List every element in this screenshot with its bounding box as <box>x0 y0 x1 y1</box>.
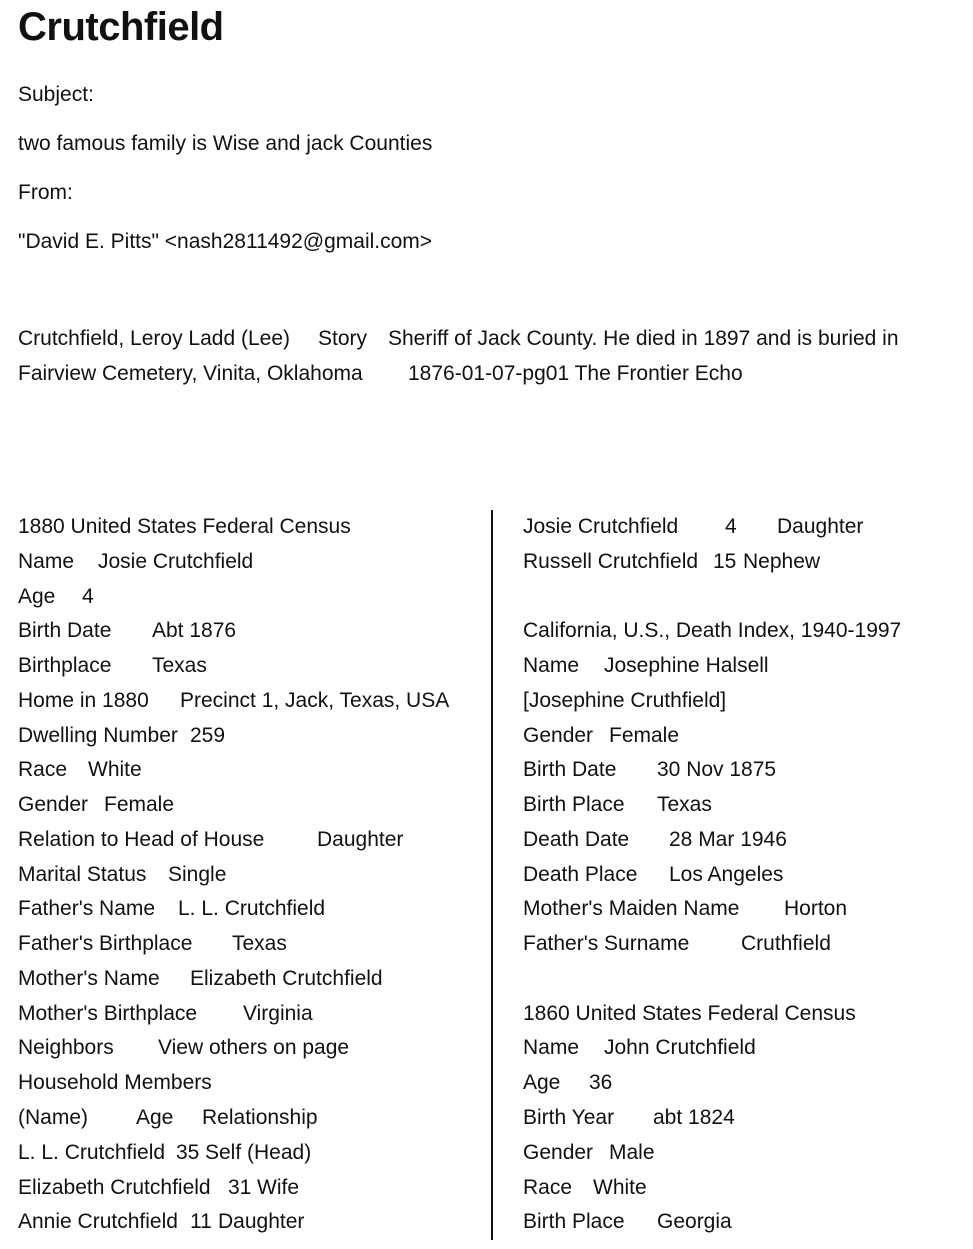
member-age: 15 <box>713 550 737 573</box>
member-age: 31 <box>228 1176 252 1199</box>
field-value: 36 <box>589 1071 613 1094</box>
household-header-age: Age <box>136 1106 174 1129</box>
household-header-name: (Name) <box>18 1106 89 1129</box>
field-label: Name <box>18 550 75 573</box>
field-label: Home in 1880 <box>18 689 149 712</box>
field-label: Father's Name <box>18 897 156 920</box>
field-label: Birthplace <box>18 654 112 677</box>
field-value: Texas <box>232 932 287 955</box>
field-value: Josie Crutchfield <box>98 550 254 573</box>
field-value: L. L. Crutchfield <box>178 897 326 920</box>
story-source: 1876-01-07-pg01 The Frontier Echo <box>408 362 743 385</box>
field-label: Mother's Name <box>18 967 160 990</box>
field-value: Texas <box>152 654 207 677</box>
field-label: Mother's Maiden Name <box>523 897 740 920</box>
field-value: abt 1824 <box>653 1106 735 1129</box>
field-label: Birth Date <box>18 619 112 642</box>
member-age: 11 <box>190 1210 212 1233</box>
field-label: Death Place <box>523 863 638 886</box>
field-value: Male <box>609 1141 655 1164</box>
field-label: Birth Year <box>523 1106 615 1129</box>
field-value: Josephine Halsell <box>604 654 769 677</box>
member-age: 4 <box>725 515 737 538</box>
census-1880-heading: 1880 United States Federal Census <box>18 515 351 538</box>
field-label: Relation to Head of House <box>18 828 265 851</box>
field-value: 30 Nov 1875 <box>657 758 777 781</box>
household-label: Household Members <box>18 1071 212 1094</box>
member-relationship: Daughter <box>777 515 864 538</box>
story-type: Story <box>318 327 368 350</box>
member-name: L. L. Crutchfield <box>18 1141 166 1164</box>
story-place: Fairview Cemetery, Vinita, Oklahoma <box>18 362 363 385</box>
member-relationship: Nephew <box>743 550 821 573</box>
member-relationship: Wife <box>257 1176 299 1199</box>
field-label: Race <box>523 1176 573 1199</box>
subject-label: Subject: <box>18 83 94 106</box>
field-label: Gender <box>18 793 89 816</box>
field-value: Female <box>609 724 680 747</box>
field-value: White <box>593 1176 647 1199</box>
member-name: Annie Crutchfield <box>18 1210 178 1233</box>
field-value: Female <box>104 793 175 816</box>
death-index-heading: California, U.S., Death Index, 1940-1997 <box>523 619 902 642</box>
census-1860-heading: 1860 United States Federal Census <box>523 1002 856 1025</box>
field-label: Race <box>18 758 68 781</box>
member-name: Russell Crutchfield <box>523 550 699 573</box>
field-label: Gender <box>523 1141 594 1164</box>
story-text: Sheriff of Jack County. He died in 1897 and is buried in <box>388 327 899 350</box>
member-age: 35 <box>176 1141 200 1164</box>
field-value: John Crutchfield <box>604 1036 756 1059</box>
neighbors-link[interactable]: View others on page <box>158 1036 350 1059</box>
field-label: Birth Place <box>523 1210 625 1233</box>
field-value: Abt 1876 <box>152 619 237 642</box>
field-label: Birth Place <box>523 793 625 816</box>
field-value: 259 <box>190 724 226 747</box>
from-value: "David E. Pitts" <nash2811492@gmail.com> <box>18 230 433 253</box>
field-value: Horton <box>784 897 848 920</box>
field-label: Birth Date <box>523 758 617 781</box>
field-label: Father's Birthplace <box>18 932 193 955</box>
household-header-relationship: Relationship <box>202 1106 318 1129</box>
field-label: Dwelling Number <box>18 724 178 747</box>
field-label: Death Date <box>523 828 630 851</box>
field-value: Cruthfield <box>741 932 831 955</box>
field-label: Name <box>523 654 580 677</box>
field-label: Age <box>18 585 56 608</box>
field-value: Virginia <box>243 1002 313 1025</box>
field-label: Neighbors <box>18 1036 114 1059</box>
member-relationship: Self (Head) <box>205 1141 312 1164</box>
field-value: Elizabeth Crutchfield <box>190 967 383 990</box>
from-label: From: <box>18 181 73 204</box>
field-label: Marital Status <box>18 863 147 886</box>
member-relationship: Daughter <box>218 1210 305 1233</box>
field-value: 4 <box>82 585 94 608</box>
field-value: Precinct 1, Jack, Texas, USA <box>180 689 450 712</box>
field-value: Los Angeles <box>669 863 784 886</box>
field-value: [Josephine Cruthfield] <box>523 689 727 712</box>
field-value: 28 Mar 1946 <box>669 828 787 851</box>
field-label: Name <box>523 1036 580 1059</box>
page-title: Crutchfield <box>18 5 224 49</box>
member-name: Elizabeth Crutchfield <box>18 1176 211 1199</box>
field-value: Georgia <box>657 1210 732 1233</box>
member-name: Josie Crutchfield <box>523 515 679 538</box>
field-value: Single <box>168 863 227 886</box>
column-divider <box>491 510 493 1240</box>
field-label: Age <box>523 1071 561 1094</box>
story-name: Crutchfield, Leroy Ladd (Lee) <box>18 327 290 350</box>
field-label: Mother's Birthplace <box>18 1002 198 1025</box>
field-label: Gender <box>523 724 594 747</box>
field-value: Daughter <box>317 828 404 851</box>
field-value: White <box>88 758 142 781</box>
subject-value: two famous family is Wise and jack Counties <box>18 132 433 155</box>
field-label: Father's Surname <box>523 932 690 955</box>
field-value: Texas <box>657 793 712 816</box>
